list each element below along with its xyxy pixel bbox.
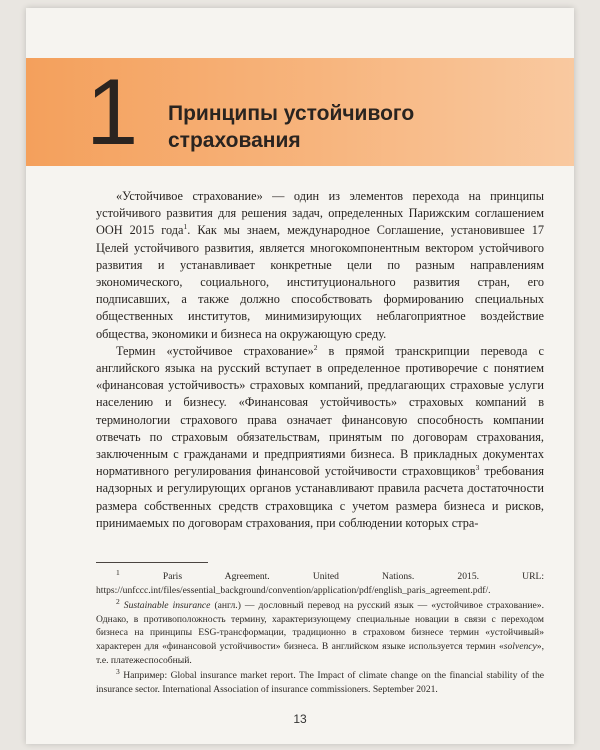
paragraph-2-text-b: в прямой транскрипции перевода с английского языка на русский вступает в определенное противоречие с понятием «финансовая устойчивость» страховых компаний, предлагающих страховые услуги населению и бизнесу. «Финансовая устойчивость» страховых компаний в терминологии страхового права означает финансовую способность компании отвечать по страховым обязательствам, принятым по договорам страхования, заключенным с гражданами и предприятиями бизнеса. В прикладных документах нормативного регулирования финансовой устойчивости страховщиков [96, 343, 545, 479]
footnote-1 [96, 567, 544, 597]
paragraph-2 [96, 343, 544, 532]
footnote-ref-1: 1 [183, 222, 188, 232]
paragraph-2-text-c: требования надзорных и регулирующих органов устанавливают правила расчета достаточности размера собственных средств страховщика с учетом размера бизнеса и рисков, принимаемых по договорам страхования, при соблюдении которых стра- [96, 464, 544, 530]
page-number: 13 [293, 712, 307, 726]
footnote-2-text-a: (англ.) — дословный перевод на русский язык — «устойчивое страхование». Однако, в противоположность термину, характеризующему специальные новации в связи с переходом бизнеса на принципы ESG-трансформации, традиционно в страховом бизнесе термин «устойчивый» характерен для «финансовой устойчивости» бизнеса. В английском языке используется термин « [96, 600, 544, 652]
book-page [26, 8, 574, 744]
footnote-1-text: Paris Agreement. United Nations. 2015. URL: https://unfccc.int/files/essential_background/convention/application/pdf/english_paris_agreement.pdf/. [96, 571, 544, 596]
paragraph-1 [96, 188, 544, 343]
footnote-1-number: 1 [116, 567, 120, 577]
footnote-3-text: Например: Global insurance market report. The Impact of climate change on the financial stability of the insurance sector. International Association of insurance commissioners. September 2021. [96, 670, 544, 695]
footnote-2-term: Sustainable insurance [123, 600, 211, 612]
footnote-2-solvency: solvency [503, 640, 537, 652]
footnote-2-number: 2 [116, 597, 120, 606]
footnote-divider [96, 562, 208, 563]
footnote-ref-2: 2 [313, 342, 318, 352]
chapter-title: Принципы устойчивого страхования [168, 102, 415, 152]
footnote-3 [96, 666, 544, 696]
footnote-2-text-b: », т.е. платежеспособный. [96, 640, 544, 666]
footnote-ref-3: 3 [475, 463, 480, 473]
body-text [96, 188, 544, 532]
paragraph-1-tail: . Как мы знаем, международное Соглашение, установившее 17 Целей устойчивого развития, является многокомпонентным вектором устойчивого развития и устанавливает конкретные цели по разным направлениям экономического, социального, институционального развития стран, его подписавших, а также должно способствовать формированию специальных общественных институтов, минимизирующих неблагоприятное воздействие общества, экономики и бизнеса на окружающую среду. [96, 223, 544, 341]
paragraph-2-text-a: Термин «устойчивое страхование» [116, 343, 314, 358]
footnotes [96, 567, 544, 698]
paragraph-1-text: «Устойчивое страхование» — один из элементов перехода на принципы устойчивого развития для решения задач, определенных Парижским соглашением ООН 2015 года [96, 189, 544, 238]
footnote-2 [96, 599, 544, 667]
chapter-number: 1 [86, 59, 139, 164]
footnote-3-number: 3 [116, 666, 120, 676]
